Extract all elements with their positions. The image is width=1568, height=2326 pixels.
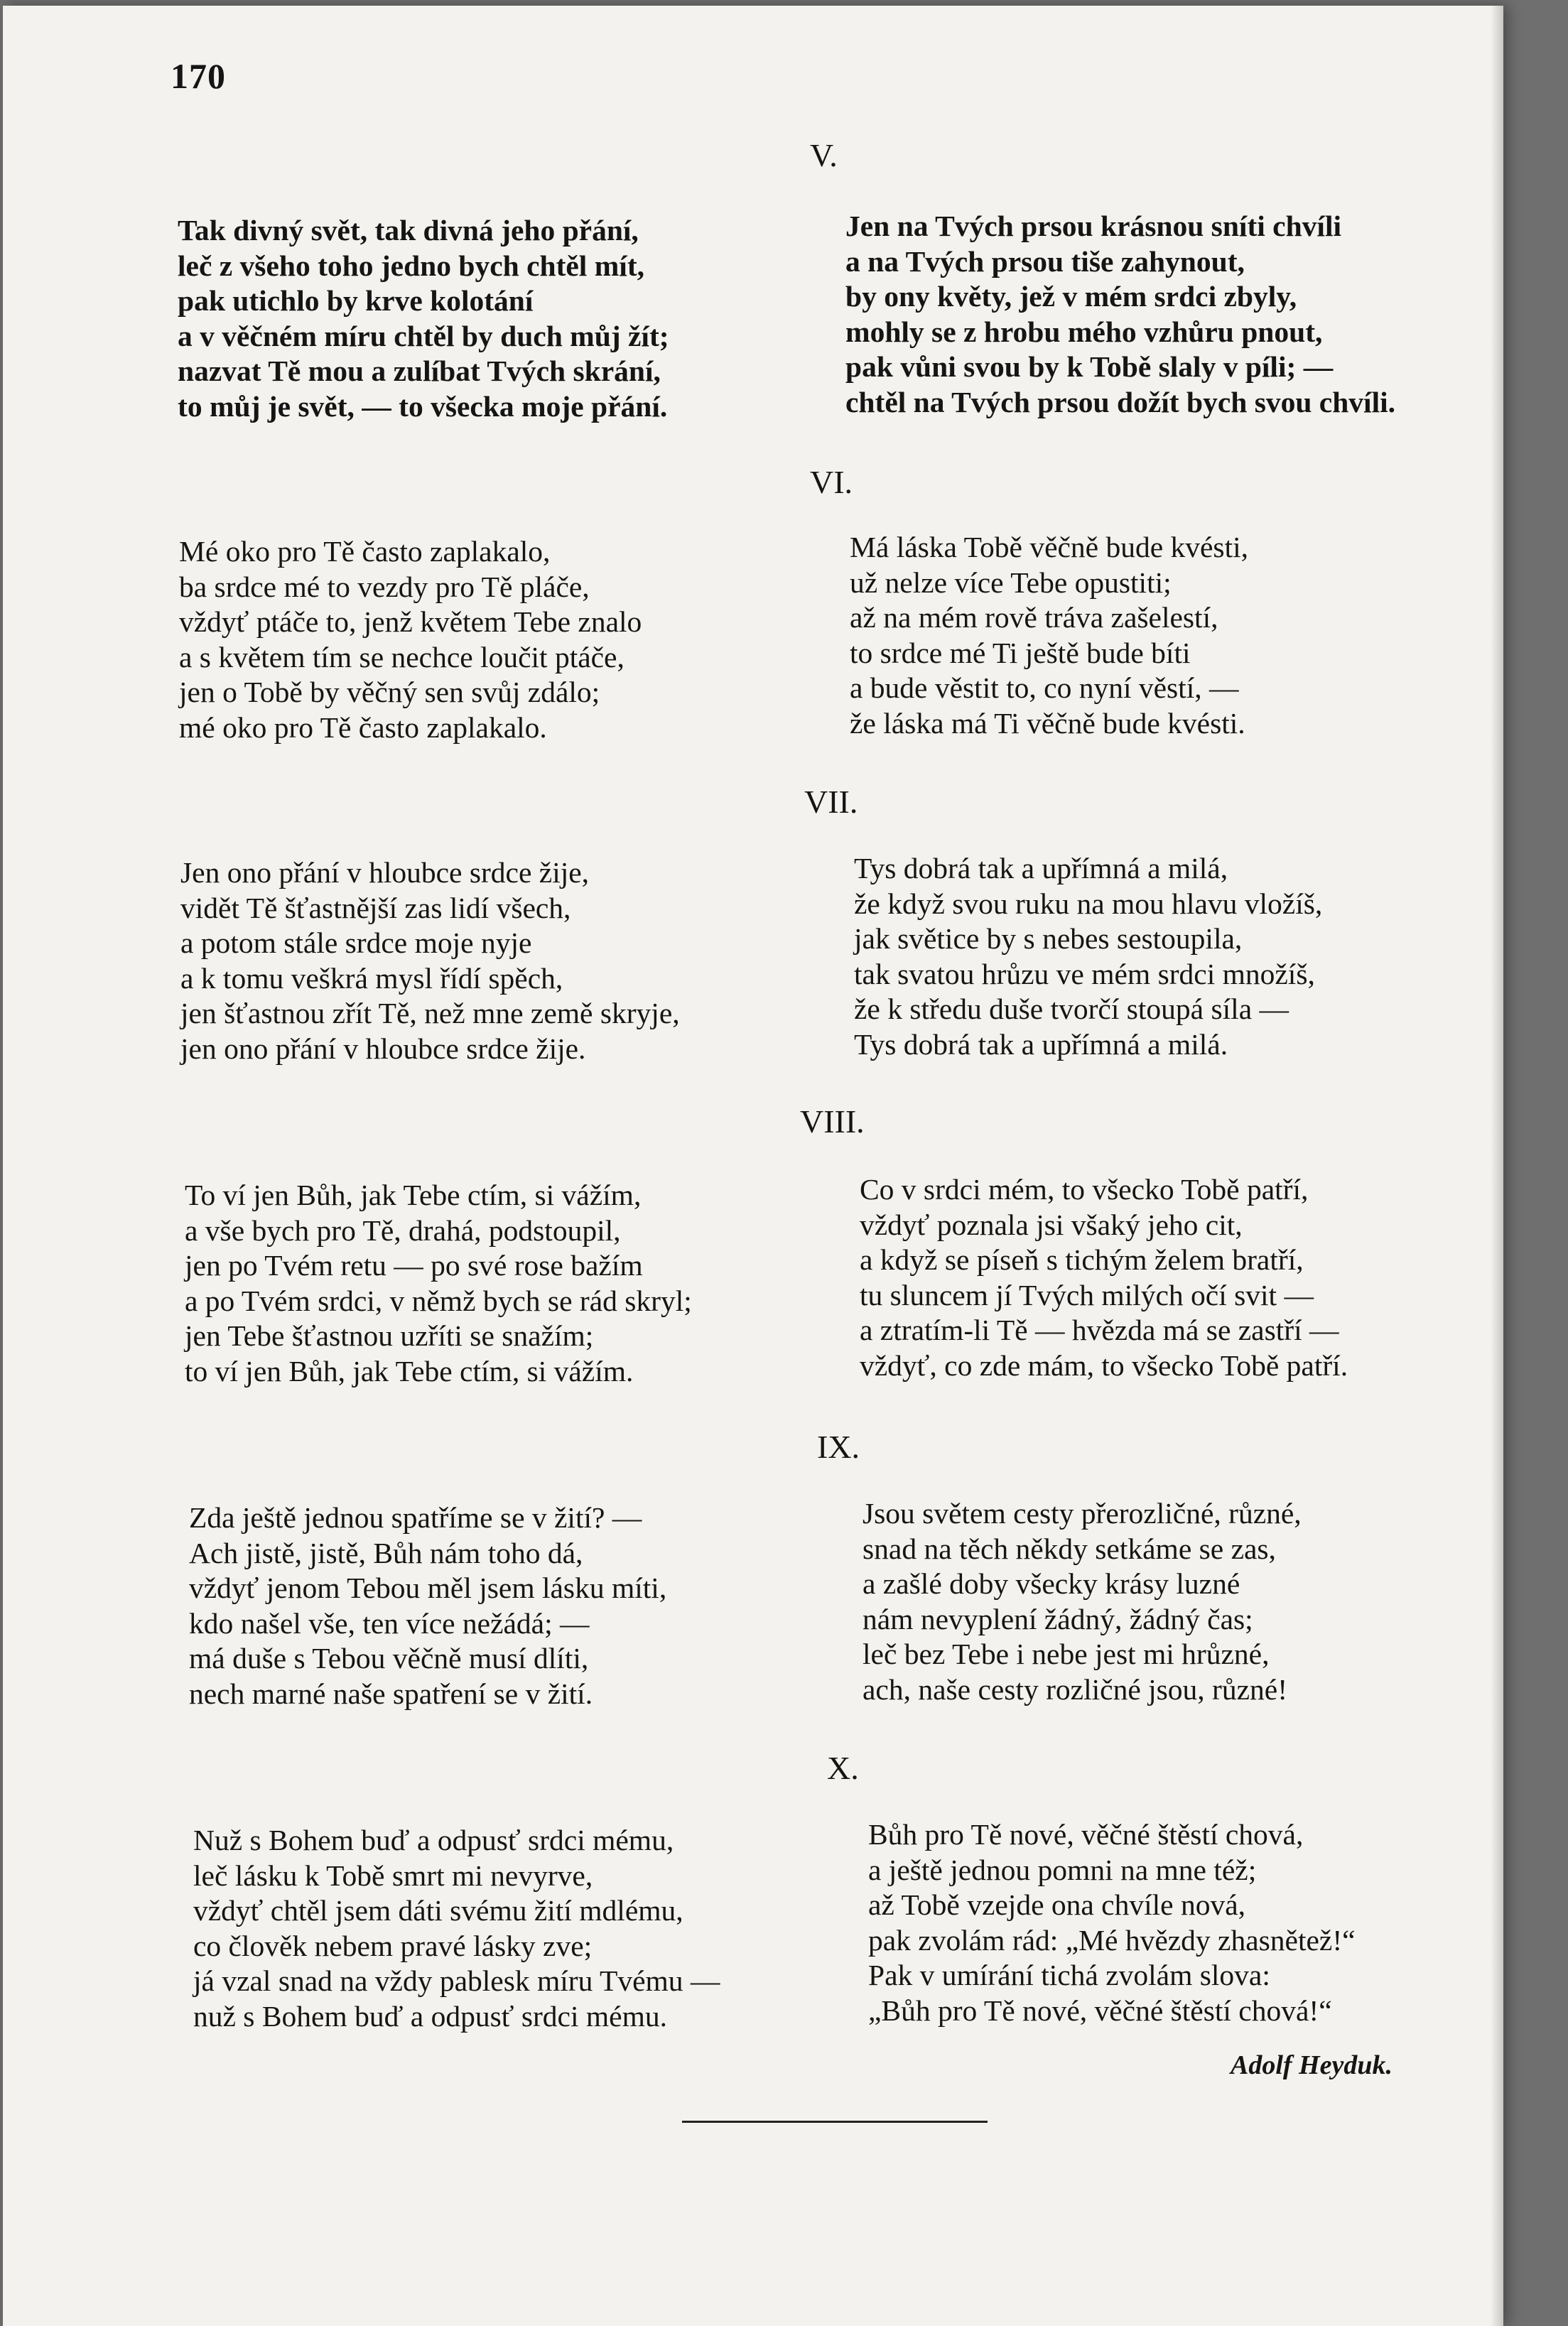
author-signature: Adolf Heyduk.	[1231, 2050, 1393, 2080]
verse-line: a ztratím-li Tě — hvězda má se zastří —	[860, 1314, 1339, 1346]
section-numeral-v: V.	[810, 137, 838, 173]
section-numeral-vii: VII.	[804, 784, 858, 820]
verse-line: až Tobě vzejde ona chvíle nová,	[868, 1888, 1245, 1921]
end-rule	[682, 2121, 988, 2123]
verse-line: kdo našel vše, ten více nežádá; —	[189, 1606, 590, 1640]
verse-line: Jen na Tvých prsou krásnou sníti chvíli	[845, 210, 1342, 242]
verse-line: Jen ono přání v hloubce srdce žije,	[180, 856, 590, 889]
stanza-viii-left	[185, 1178, 692, 1389]
verse-line: až na mém rově tráva zašelestí,	[850, 601, 1218, 634]
verse-line: už nelze více Tebe opustiti;	[850, 566, 1172, 599]
verse-line: nech marné naše spatření se v žití.	[189, 1677, 593, 1710]
verse-line: pak vůni svou by k Tobě slaly v píli; —	[845, 350, 1334, 383]
verse-line: nuž s Bohem buď a odpusť srdci mému.	[193, 1999, 667, 2033]
verse-line: vždyť chtěl jsem dáti svému žití mdlému,	[193, 1894, 683, 1927]
verse-line: ach, naše cesty rozličné jsou, různé!	[863, 1672, 1288, 1706]
verse-line: Zda ještě jednou spatříme se v žití? —	[189, 1501, 642, 1534]
verse-line: vidět Tě šťastnější zas lidí všech,	[180, 891, 571, 924]
verse-line: vždyť ptáče to, jenž květem Tebe znalo	[179, 605, 642, 638]
verse-line: Tys dobrá tak a upřímná a milá.	[854, 1027, 1228, 1061]
verse-line: vždyť poznala jsi všaký jeho cit,	[860, 1208, 1243, 1241]
stanza-x-left	[193, 1823, 720, 2034]
section-numeral-viii: VIII.	[800, 1103, 865, 1140]
verse-line: Mé oko pro Tě často zaplakalo,	[179, 535, 551, 568]
verse-line: to srdce mé Ti ještě bude bíti	[850, 636, 1191, 669]
section-numeral-ix: IX.	[817, 1429, 860, 1465]
verse-line: a zašlé doby všecky krásy luzné	[863, 1567, 1240, 1600]
verse-line: by ony květy, jež v mém srdci zbyly,	[845, 280, 1297, 313]
page-number: 170	[171, 56, 226, 96]
verse-line: Jsou světem cesty přerozličné, různé,	[863, 1497, 1302, 1530]
section-numeral-vi: VI.	[810, 464, 853, 500]
verse-line: a bude věstit to, co nyní věstí, —	[850, 671, 1239, 704]
verse-line: a po Tvém srdci, v němž bych se rád skryl;	[185, 1284, 692, 1317]
verse-line: a k tomu veškrá mysl řídí spěch,	[180, 961, 563, 995]
verse-line: já vzal snad na vždy pablesk míru Tvému —	[193, 1964, 720, 1997]
verse-line: a ještě jednou pomni na mne též;	[868, 1853, 1257, 1886]
verse-line: a s květem tím se nechce loučit ptáče,	[179, 640, 625, 674]
stanza-vii-right	[854, 851, 1322, 1062]
verse-line: že láska má Ti věčně bude kvésti.	[850, 706, 1245, 740]
verse-line: „Bůh pro Tě nové, věčné štěstí chová!“	[868, 1994, 1332, 2027]
verse-line: leč bez Tebe i nebe jest mi hrůzné,	[863, 1638, 1270, 1670]
verse-line: jen ono přání v hloubce srdce žije.	[180, 1032, 586, 1065]
verse-line: nám nevyplení žádný, žádný čas;	[863, 1602, 1253, 1635]
verse-line: jen šťastnou zřít Tě, než mne země skryje,	[180, 997, 680, 1029]
page-edge-shade	[1491, 6, 1503, 2326]
stanza-vii-left	[180, 855, 680, 1066]
verse-line: leč z všeho toho jedno bych chtěl mít,	[178, 249, 645, 282]
verse-line: jen o Tobě by věčný sen svůj zdálo;	[179, 676, 600, 708]
verse-line: nazvat Tě mou a zulíbat Tvých skrání,	[178, 355, 661, 387]
verse-line: a potom stále srdce moje nyje	[180, 926, 532, 959]
verse-line: že k středu duše tvorčí stoupá síla —	[854, 992, 1289, 1025]
verse-line: že když svou ruku na mou hlavu vložíš,	[854, 887, 1323, 920]
verse-line: leč lásku k Tobě smrt mi nevyrve,	[193, 1859, 593, 1892]
section-numeral-x: X.	[827, 1750, 859, 1786]
verse-line: ba srdce mé to vezdy pro Tě pláče,	[179, 570, 590, 603]
verse-line: jen Tebe šťastnou uzříti se snažím;	[185, 1319, 594, 1352]
verse-line: a v věčném míru chtěl by duch můj žít;	[178, 319, 669, 352]
verse-line: co člověk nebem pravé lásky zve;	[193, 1929, 593, 1962]
verse-line: a když se píseň s tichým želem bratří,	[860, 1243, 1304, 1276]
verse-line: mohly se z hrobu mého vzhůru pnout,	[845, 315, 1323, 348]
page	[3, 6, 1503, 2326]
verse-line: Co v srdci mém, to všecko Tobě patří,	[860, 1173, 1309, 1206]
verse-line: snad na těch někdy setkáme se zas,	[863, 1532, 1276, 1565]
stanza-ix-left	[189, 1500, 666, 1711]
verse-line: vždyť, co zde mám, to všecko Tobě patří.	[860, 1348, 1348, 1382]
verse-line: Nuž s Bohem buď a odpusť srdci mému,	[193, 1824, 674, 1856]
verse-line: to můj je svět, — to všecka moje přání.	[178, 389, 668, 423]
verse-line: Ach jistě, jistě, Bůh nám toho dá,	[189, 1536, 583, 1569]
stanza-vi-left	[179, 534, 642, 745]
verse-line: chtěl na Tvých prsou dožít bych svou chvíli.	[845, 385, 1396, 418]
verse-line: Tys dobrá tak a upřímná a milá,	[854, 852, 1228, 885]
stanza-v-right	[845, 209, 1395, 420]
verse-line: tu sluncem jí Tvých milých očí svit —	[860, 1278, 1314, 1311]
verse-line: Pak v umírání tichá zvolám slova:	[868, 1959, 1270, 1991]
verse-line: To ví jen Bůh, jak Tebe ctím, si vážím,	[185, 1179, 642, 1211]
verse-line: a na Tvých prsou tiše zahynout,	[845, 244, 1245, 278]
verse-line: vždyť jenom Tebou měl jsem lásku míti,	[189, 1572, 667, 1604]
verse-line: a vše bych pro Tě, drahá, podstoupil,	[185, 1213, 621, 1247]
verse-line: tak svatou hrůzu ve mém srdci množíš,	[854, 957, 1315, 990]
verse-line: Má láska Tobě věčně bude kvésti,	[850, 531, 1249, 563]
stanza-ix-right	[863, 1496, 1302, 1707]
stanza-viii-right	[860, 1172, 1348, 1383]
verse-line: mé oko pro Tě často zaplakalo.	[179, 710, 547, 744]
stanza-v-left	[178, 213, 669, 424]
verse-line: to ví jen Bůh, jak Tebe ctím, si vážím.	[185, 1354, 634, 1388]
stanza-vi-right	[850, 530, 1248, 741]
stanza-x-right	[868, 1817, 1356, 2028]
verse-line: pak zvolám rád: „Mé hvězdy zhasnětež!“	[868, 1923, 1356, 1957]
verse-line: pak utichlo by krve kolotání	[178, 284, 534, 317]
verse-line: Bůh pro Tě nové, věčné štěstí chová,	[868, 1818, 1304, 1851]
verse-line: Tak divný svět, tak divná jeho přání,	[178, 214, 639, 247]
verse-line: jak světice by s nebes sestoupila,	[854, 922, 1243, 955]
verse-line: má duše s Tebou věčně musí dlíti,	[189, 1642, 589, 1675]
verse-line: jen po Tvém retu — po své rose bažím	[185, 1249, 643, 1282]
